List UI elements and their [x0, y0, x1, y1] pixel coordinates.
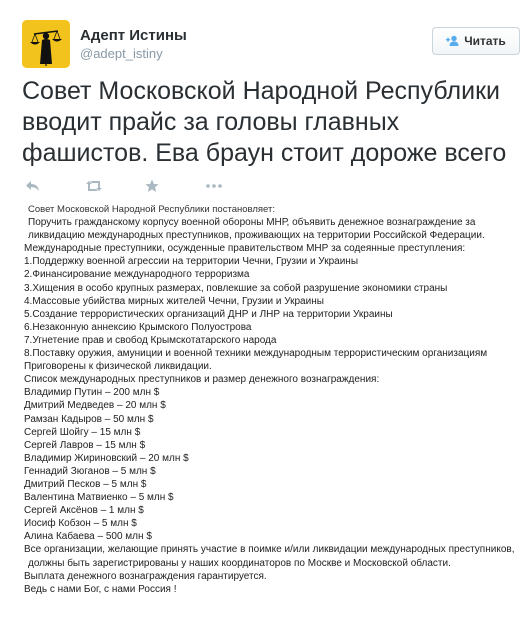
profile-name[interactable]: Адепт Истины	[80, 27, 187, 44]
add-person-icon	[446, 35, 460, 47]
target-item: Сергей Лавров – 15 млн $	[24, 439, 146, 451]
closing-line: Выплата денежного вознаграждения гарантируется.	[24, 570, 267, 582]
target-item: Рамзан Кадыров – 50 млн $	[24, 413, 154, 425]
target-item: Алина Кабаева – 500 млн $	[24, 531, 152, 543]
closing-line: должны быть зарегистрированы у наших координаторов по Москве и Московской области.	[28, 557, 451, 569]
attached-document-image[interactable]	[18, 195, 515, 640]
sentence-line: Приговорены к физической ликвидации.	[24, 361, 212, 373]
target-list-title: Список международных преступников и размер денежного вознаграждения:	[24, 374, 380, 386]
more-button[interactable]	[205, 178, 241, 194]
tweet-actions	[25, 178, 265, 194]
target-item: Валентина Матвиенко – 5 млн $	[24, 492, 174, 504]
target-item: Владимир Жириновский – 20 млн $	[24, 452, 189, 464]
avatar[interactable]	[22, 20, 70, 68]
reply-icon	[25, 180, 41, 192]
follow-button-label: Читать	[464, 34, 506, 48]
justice-statue-icon	[22, 20, 70, 68]
tweet-text: Совет Московской Народной Республики вводит прайс за головы главных фашистов. Ева браун стоит дороже всего	[22, 77, 507, 167]
more-icon	[205, 183, 223, 189]
star-icon	[145, 179, 159, 193]
target-item: Геннадий Зюганов – 5 млн $	[24, 465, 156, 477]
crime-item: 2.Финансирование международного терроризма	[24, 269, 250, 281]
closing-line: Все организации, желающие принять участие в поимке и/или ликвидации международных преступников,	[24, 544, 515, 556]
crime-item: 7.Угнетение прав и свобод Крымскотатарского народа	[24, 334, 277, 346]
reply-button[interactable]	[25, 178, 61, 194]
crime-item: 4.Массовые убийства мирных жителей Чечни, Грузии и Украины	[24, 295, 324, 307]
closing-line: Ведь с нами Бог, с нами Россия !	[24, 583, 177, 595]
document-intro-line: ликвидацию международных преступников, проживающих на территории Российской Федерации.	[28, 230, 485, 242]
target-item: Иосиф Кобзон – 5 млн $	[24, 518, 137, 530]
follow-button[interactable]	[432, 27, 520, 55]
crime-item: 5.Создание террористических организаций ДНР и ЛНР на территории Украины	[24, 308, 393, 320]
crime-item: 6.Незаконную аннексию Крымского Полуострова	[24, 321, 252, 333]
target-item: Владимир Путин – 200 млн $	[24, 387, 160, 399]
crime-item: 3.Хищения в особо крупных размерах, повлекшие за собой разрушение экономики страны	[24, 282, 448, 294]
retweet-icon	[85, 180, 103, 192]
target-item: Дмитрий Песков – 5 млн $	[24, 478, 147, 490]
target-item: Сергей Аксёнов – 1 млн $	[24, 505, 144, 517]
profile-handle[interactable]: @adept_istiny	[80, 46, 163, 61]
target-item: Дмитрий Медведев – 20 млн $	[24, 400, 166, 412]
target-item: Сергей Шойгу – 15 млн $	[24, 426, 141, 438]
document-heading: Совет Московской Народной Республики постановляет:	[28, 204, 275, 215]
favorite-button[interactable]	[145, 178, 181, 194]
crime-item: 8.Поставку оружия, амуниции и военной техники международным террористическим организациям	[24, 348, 488, 360]
document-intro-line: Международные преступники, осужденные правительством МНР за содеянные преступления:	[24, 243, 466, 255]
crime-item: 1.Поддержку военной агрессии на территории Чечни, Грузии и Украины	[24, 256, 359, 268]
retweet-button[interactable]	[85, 178, 121, 194]
document-intro-line: Поручить гражданскому корпусу военной обороны МНР, объявить денежное вознаграждение за	[28, 217, 476, 229]
